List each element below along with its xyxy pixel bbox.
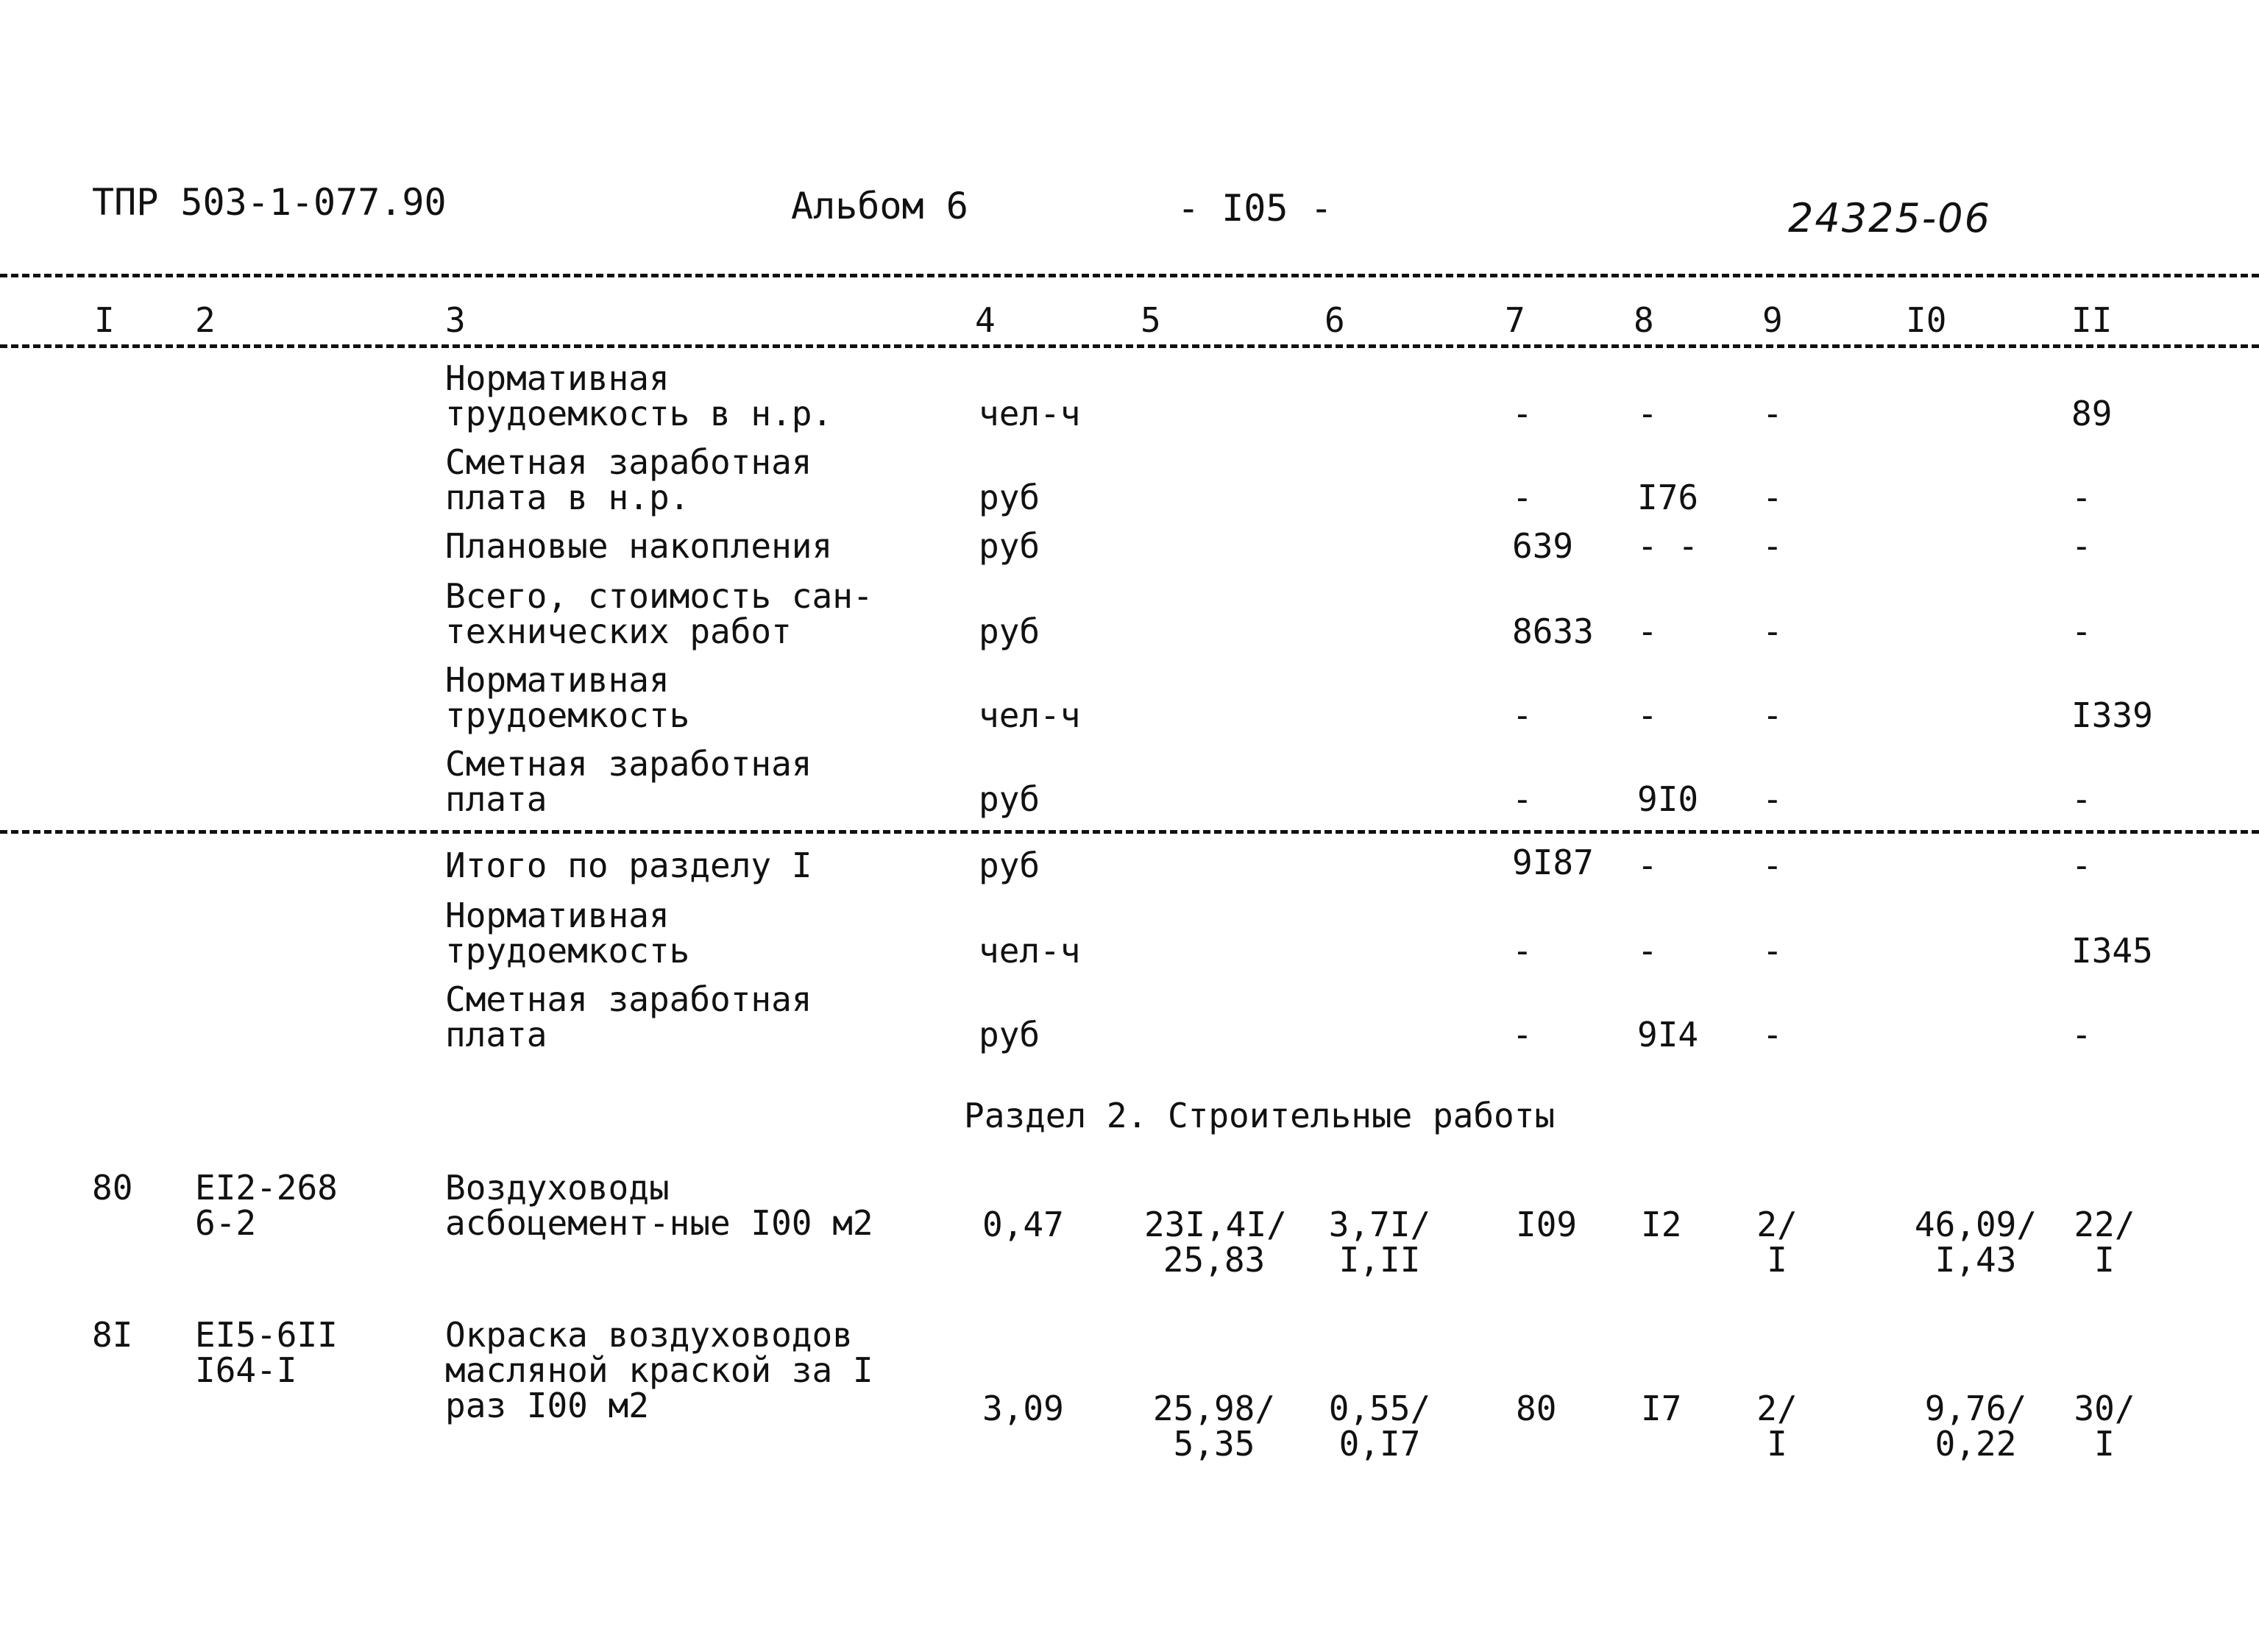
divider-header (0, 344, 2259, 348)
summary-col11: I339 (2071, 695, 2153, 735)
summary-col8: - (1637, 611, 1658, 651)
total-col8: - (1637, 931, 1658, 971)
page-number: - I05 - (1177, 187, 1333, 230)
item-col9: 2/ I (1756, 1205, 1798, 1280)
item-number: 8I (92, 1315, 133, 1355)
total-col7: 9I87 (1512, 843, 1594, 882)
summary-unit: чел-ч (979, 394, 1081, 433)
summary-unit: руб (979, 526, 1040, 566)
item-col8: I2 (1641, 1205, 1682, 1244)
total-col11: - (2071, 846, 2092, 885)
total-label: Итого по разделу I (445, 846, 812, 885)
album-label: Альбом 6 (791, 185, 968, 227)
item-col10: 46,09/ I,43 (1914, 1205, 2038, 1280)
summary-unit: чел-ч (979, 695, 1081, 735)
col-header-7: 7 (1505, 300, 1525, 340)
summary-col9: - (1762, 394, 1783, 433)
summary-label: Всего, стоимость сан-технических работ (445, 576, 873, 651)
item-col7: 80 (1516, 1389, 1557, 1428)
total-col9: - (1762, 1015, 1783, 1054)
summary-col7: - (1512, 394, 1533, 433)
item-col11: 22/ I (2074, 1205, 2135, 1280)
item-col6: 0,55/ 0,I7 (1328, 1389, 1431, 1464)
col-header-3: 3 (445, 300, 466, 340)
summary-col8: - (1637, 394, 1658, 433)
summary-label: Нормативная трудоемкость (445, 660, 690, 735)
total-label: Сметная заработная плата (445, 979, 812, 1054)
summary-label: Плановые накопления (445, 526, 833, 566)
summary-unit: руб (979, 779, 1040, 819)
summary-col7: - (1512, 779, 1533, 819)
summary-col8: - - (1637, 526, 1699, 566)
handwritten-number: 24325-06 (1788, 195, 1991, 241)
col-header-9: 9 (1762, 300, 1783, 340)
summary-col9: - (1762, 478, 1783, 517)
total-col8: - (1637, 846, 1658, 885)
item-col7: I09 (1516, 1205, 1578, 1244)
total-col11: I345 (2071, 931, 2153, 971)
item-col5: 23I,4I/ 25,83 (1144, 1205, 1287, 1280)
summary-col9: - (1762, 779, 1783, 819)
summary-col11: - (2071, 779, 2092, 819)
summary-label: Нормативная трудоемкость в н.р. (445, 358, 833, 433)
summary-col9: - (1762, 695, 1783, 735)
summary-label: Сметная заработная плата (445, 744, 812, 819)
item-description: Окраска воздуховодов масляной краской за I раз I00 м2 (445, 1315, 873, 1425)
item-col8: I7 (1641, 1389, 1682, 1428)
col-header-4: 4 (975, 300, 996, 340)
total-col8: 9I4 (1637, 1015, 1699, 1054)
divider-total (0, 830, 2259, 834)
total-label: Нормативная трудоемкость (445, 896, 690, 971)
summary-col8: - (1637, 695, 1658, 735)
item-col11: 30/ I (2074, 1389, 2135, 1464)
summary-col7: - (1512, 478, 1533, 517)
item-col9: 2/ I (1756, 1389, 1798, 1464)
total-unit: чел-ч (979, 931, 1081, 971)
summary-col9: - (1762, 526, 1783, 566)
summary-unit: руб (979, 478, 1040, 517)
summary-col9: - (1762, 611, 1783, 651)
summary-label: Сметная заработная плата в н.р. (445, 442, 812, 517)
summary-col7: - (1512, 695, 1533, 735)
col-header-11: II (2071, 300, 2113, 340)
summary-col7: 8633 (1512, 611, 1594, 651)
divider-top (0, 274, 2259, 277)
total-unit: руб (979, 1015, 1040, 1054)
col-header-10: I0 (1906, 300, 1947, 340)
item-quantity: 0,47 (982, 1205, 1064, 1244)
summary-unit: руб (979, 611, 1040, 651)
item-col6: 3,7I/ I,II (1328, 1205, 1431, 1280)
total-col11: - (2071, 1015, 2092, 1054)
col-header-1: I (94, 300, 115, 340)
summary-col11: - (2071, 478, 2092, 517)
total-col9: - (1762, 846, 1783, 885)
total-unit: руб (979, 846, 1040, 885)
col-header-8: 8 (1634, 300, 1654, 340)
item-col5: 25,98/ 5,35 (1152, 1389, 1276, 1464)
summary-col11: 89 (2071, 394, 2113, 433)
item-number: 80 (92, 1168, 133, 1208)
total-col9: - (1762, 931, 1783, 971)
item-description: Воздуховоды асбоцемент-ные I00 м2 (445, 1168, 873, 1243)
summary-col11: - (2071, 526, 2092, 566)
col-header-6: 6 (1324, 300, 1345, 340)
item-code: ЕI2-268 6-2 (195, 1168, 338, 1243)
total-col7: - (1512, 1015, 1533, 1054)
summary-col8: 9I0 (1637, 779, 1699, 819)
total-col7: - (1512, 931, 1533, 971)
document-code: ТПР 503-1-077.90 (92, 181, 447, 224)
col-header-5: 5 (1141, 300, 1161, 340)
summary-col7: 639 (1512, 526, 1574, 566)
summary-col11: - (2071, 611, 2092, 651)
col-header-2: 2 (195, 300, 216, 340)
item-quantity: 3,09 (982, 1389, 1064, 1428)
item-code: ЕI5-6II I64-I (195, 1315, 338, 1390)
section-title: Раздел 2. Строительные работы (964, 1096, 1556, 1135)
summary-col8: I76 (1637, 478, 1699, 517)
item-col10: 9,76/ 0,22 (1924, 1389, 2027, 1464)
